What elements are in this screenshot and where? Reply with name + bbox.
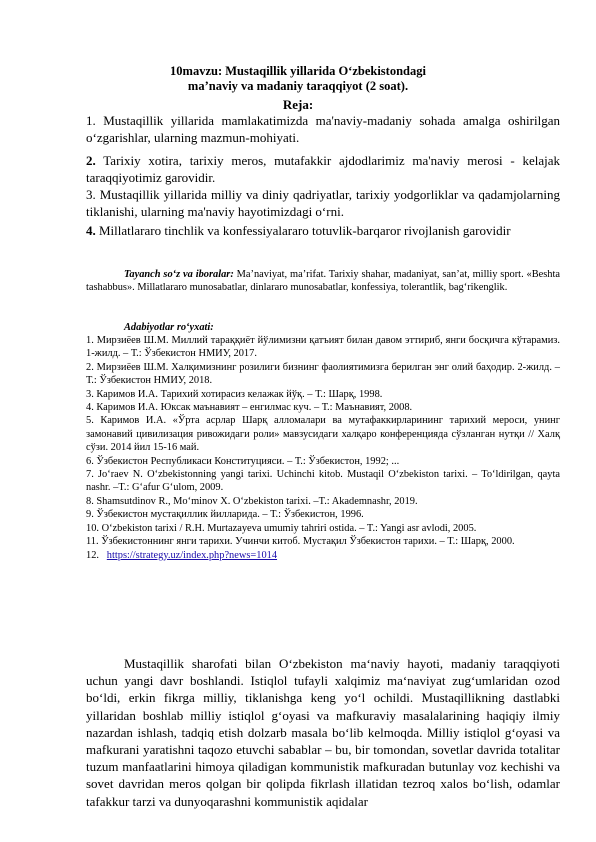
literature-item: 8. Shamsutdinov R., Mo‘minov X. O‘zbekiston tarixi. –T.: Akademnashr, 2019.	[86, 495, 418, 507]
literature-item: 5. Каримов И.А. «Ўрта асрлар Шарқ алломалари ва мутафаккирларининг тарихий мероси, унинг замонавий цивилизация ривожидаги роли» мавзусидаги халқаро конференцияда сўзланган нутқи // Халқ сўзи. 2014 йил 15-16 май.	[86, 415, 560, 454]
literature-item: 11. Ўзбекистоннинг янги тарихи. Учинчи китоб. Мустақил Ўзбекистон тарихи. – Т.: Шарқ, 2000.	[86, 536, 515, 548]
title-line-1: 10mavzu: Mustaqillik yillarida O‘zbekistondagi	[170, 64, 426, 78]
plan-item-3	[86, 186, 560, 220]
title-line-2: ma’naviy va madaniy taraqqiyot (2 soat).	[187, 79, 409, 93]
keywords-text: Ma’naviyat, ma’rifat. Tarixiy shahar, madaniyat, san’at, milliy sport. «Beshta tashabbus». Millatlararo munosabatlar, dinlararo munosabatlar, konfessiya, tolerantlik, bag‘rikenglik.	[86, 269, 560, 294]
strategy-link[interactable]: https://strategy.uz/index.php?news=1014	[106, 549, 278, 561]
keywords-paragraph	[86, 268, 560, 295]
keywords-label: Tayanch so‘z va iboralar:	[124, 269, 234, 280]
literature-heading: Adabiyotlar ro‘yxati:	[124, 322, 214, 333]
literature-item-link-row	[86, 549, 560, 562]
plan-item-1	[86, 112, 560, 146]
plan-item-number: 4.	[86, 223, 96, 238]
plan-item-text: Mustaqillik yillarida mamlakatimizda ma'naviy-madaniy sohada amalga oshirilgan o‘zgarishlar, ularning mazmun-mohiyati.	[86, 113, 560, 145]
plan-item-2	[86, 152, 560, 186]
literature-list	[86, 334, 560, 562]
literature-item: 7. Jo‘raev N. O‘zbekistonning yangi tarixi. Uchinchi kitob. Mustaqil O‘zbekiston tarixi. – To‘ldirilgan, qayta nashr. –T.: G‘afur G‘ulom, 2009.	[86, 469, 560, 494]
plan-item-text: Tarixiy xotira, tarixiy meros, mutafakkir ajdodlarimiz ma'naviy merosi - kelajak taraqqiyotimiz garovidir.	[86, 153, 560, 185]
literature-item: 1. Мирзиёев Ш.М. Миллий тараққиёт йўлимизни қатъият билан давом эттириб, янги босқичга кўтарамиз. 1-жилд. – Т.: Ўзбекистон НМИУ, 2017.	[86, 335, 560, 360]
literature-item: 2. Мирзиёев Ш.М. Халқимизнинг розилиги бизнинг фаолиятимизга берилган энг олий баҳодир. 2-жилд. – Т.: Ўзбекистон НМИУ, 2018.	[86, 361, 560, 387]
plan-heading: Reja:	[282, 97, 314, 112]
literature-item: 6. Ўзбекистон Республикаси Конституцияси. – Т.: Ўзбекистон, 1992; ...	[86, 455, 400, 467]
plan-item-number: 3.	[86, 187, 96, 202]
literature-item: 10. O‘zbekiston tarixi / R.H. Murtazayeva umumiy tahriri ostida. – T.: Yangi asr avlodi, 2005.	[86, 522, 477, 534]
literature-item: 4. Каримов И.А. Юксак маънавият – енгилмас куч. – Т.: Маънавият, 2008.	[86, 402, 413, 414]
literature-item: 3. Каримов И.А. Тарихий хотирасиз келажак йўқ. – Т.: Шарқ, 1998.	[86, 388, 383, 400]
literature-item: 9. Ўзбекистон мустақиллик йилларида. – Т.: Ўзбекистон, 1996.	[86, 509, 364, 521]
plan-item-text: Mustaqillik yillarida milliy va diniy qadriyatlar, tarixiy yodgorliklar va qadamjolarning tiklanishi, ularning ma'naviy hayotimizdagi o‘rni.	[86, 187, 560, 219]
literature-item-number: 12.	[86, 549, 99, 561]
body-paragraph: Mustaqillik sharofati bilan O‘zbekiston ma‘naviy hayoti, madaniy taraqqiyoti uchun yangi davr boshlandi. Istiqlol tufayli xalqimiz ma‘naviyat zug‘umlaridan ozod bo‘ldi, erkin fikrga milliy, tiklanishga keng yo‘l ochildi. Mustaqillikning dastlabki yillaridan boshlab milliy istiqlol g‘oyasi va mafkuraviy masalalarining haqiqiy ilmiy nazardan ishlash, tadqiq etish dolzarb masala bo‘lib kelmoqda. Milliy istiqlol g‘oyasi va mafkurani yaratishni taqozo etuvchi sabablar – bu, bir tomondan, sovetlar davrida totalitar tuzum manfaatlarini himoya qiladigan kommunistik mafkuradan butunlay voz kechishi va sovet davridan meros qolgan bir qolipda fikrlash illatidan tezroq xalos bo‘lish, odamlar tafakkur tarzi va dunyoqarashni kommunistik aqidalar	[86, 656, 560, 809]
plan-item-number: 1.	[86, 113, 96, 128]
plan-item-text: Millatlararo tinchlik va konfessiyalararo totuvlik-barqaror rivojlanish garovidir	[95, 223, 511, 238]
plan-item-number: 2.	[86, 153, 96, 168]
plan-item-4	[86, 222, 560, 239]
